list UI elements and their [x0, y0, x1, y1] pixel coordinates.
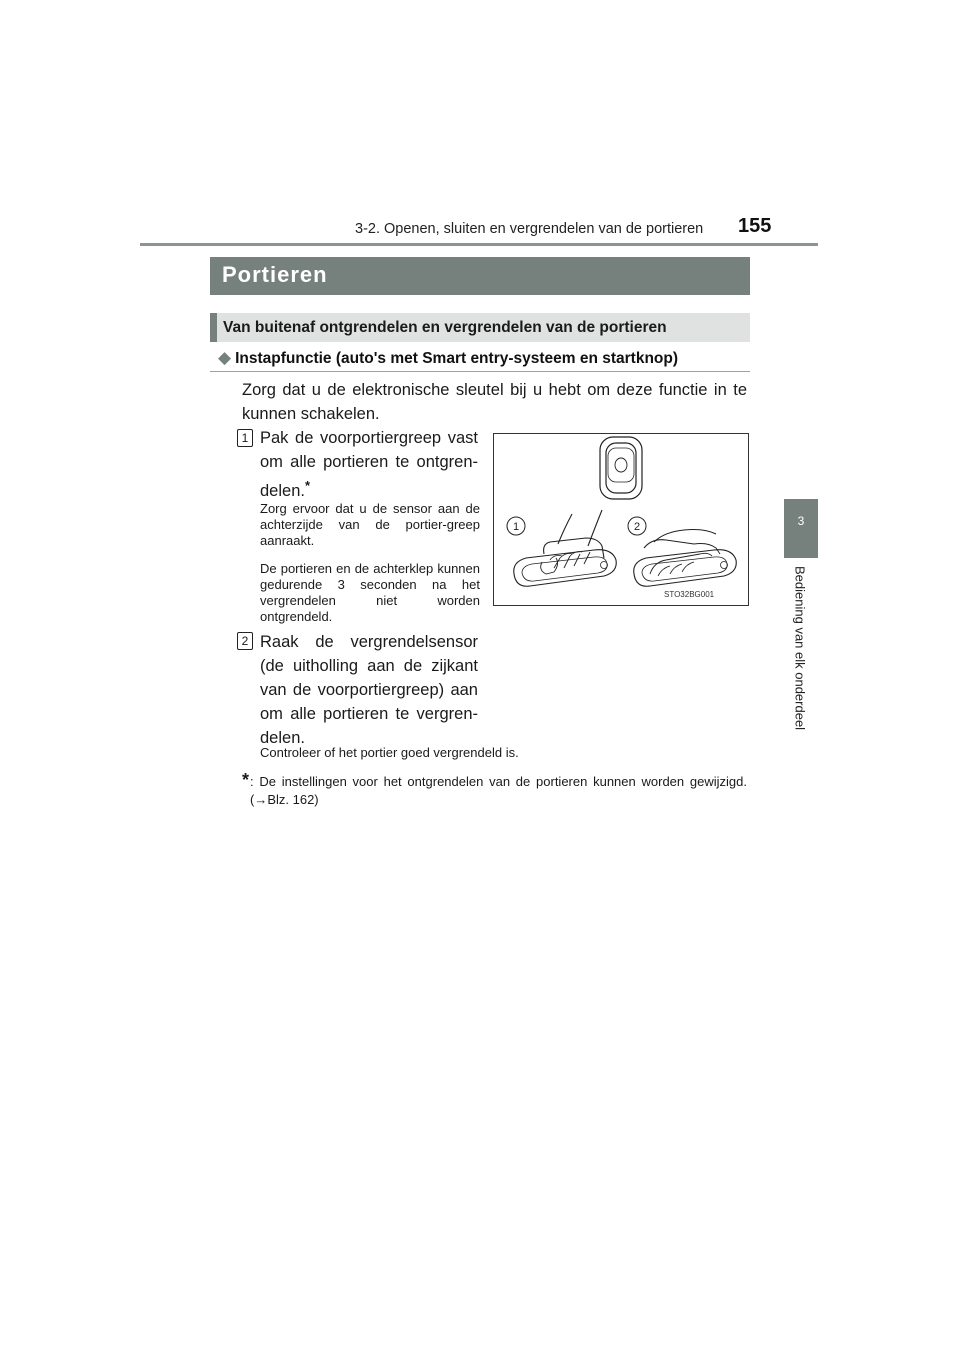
footnote-text: : De instellingen voor het ontgrendelen van de portieren kunnen worden gewijzigd.(→Blz. 162) — [250, 774, 747, 807]
header-rule — [140, 243, 818, 246]
illustration-code: STO32BG001 — [664, 590, 715, 599]
lock-sensor-touch-icon — [634, 530, 737, 587]
step-2-text: Raak de vergrendelsensor (de uitholling aan de zijkant van de voorportiergreep) aan om alle portieren te vergren-delen. — [260, 633, 478, 747]
step-2-note: Controleer of het portier goed vergrendeld is. — [260, 745, 519, 760]
footnote-mark: * — [242, 770, 250, 790]
step-1-footnote-mark: * — [304, 478, 311, 493]
callout-2-label: 2 — [633, 521, 641, 533]
callout-1-label: 1 — [512, 521, 520, 533]
chapter-tab — [784, 499, 818, 558]
page-number: 155 — [738, 215, 772, 237]
step-1-text-body: Pak de voorportiergreep vast om alle portieren te ontgren-delen. — [260, 429, 478, 500]
step-1-text — [260, 426, 478, 503]
step-1-number: 1 — [237, 429, 253, 447]
door-handle-illustration — [493, 433, 749, 606]
diamond-bullet-icon: ◆ — [218, 348, 232, 367]
step-2-number: 2 — [237, 632, 253, 650]
door-handle-drawing — [494, 434, 748, 605]
chapter-side-label: Bediening van elk onderdeel — [792, 566, 808, 731]
callout-1-icon — [507, 517, 525, 535]
section-title: Portieren — [222, 262, 328, 287]
door-handle-grip-icon — [514, 510, 617, 586]
feature-heading — [218, 348, 678, 368]
step-1-note-1: Zorg ervoor dat u de sensor aan de achterzijde van de portier-greep aanraakt. — [260, 501, 480, 548]
chapter-title: 3-2. Openen, sluiten en vergrendelen van de portieren — [355, 221, 704, 237]
feature-rule — [210, 371, 750, 372]
smart-key-icon — [600, 437, 642, 499]
chapter-side-label-wrap — [782, 566, 818, 756]
callout-2-icon — [628, 517, 646, 535]
feature-heading-text: Instapfunctie (auto's met Smart entry-systeem en startknop) — [235, 350, 679, 367]
step-1-note-2: De portieren en de achterklep kunnen gedurende 3 seconden na het vergrendelen niet worden ontgrendeld. — [260, 561, 480, 624]
chapter-tab-number: 3 — [797, 514, 805, 528]
feature-intro: Zorg dat u de elektronische sleutel bij u hebt om deze functie in te kunnen schakelen. — [242, 381, 747, 423]
subsection-title: Van buitenaf ontgrendelen en vergrendelen van de portieren — [223, 319, 667, 336]
